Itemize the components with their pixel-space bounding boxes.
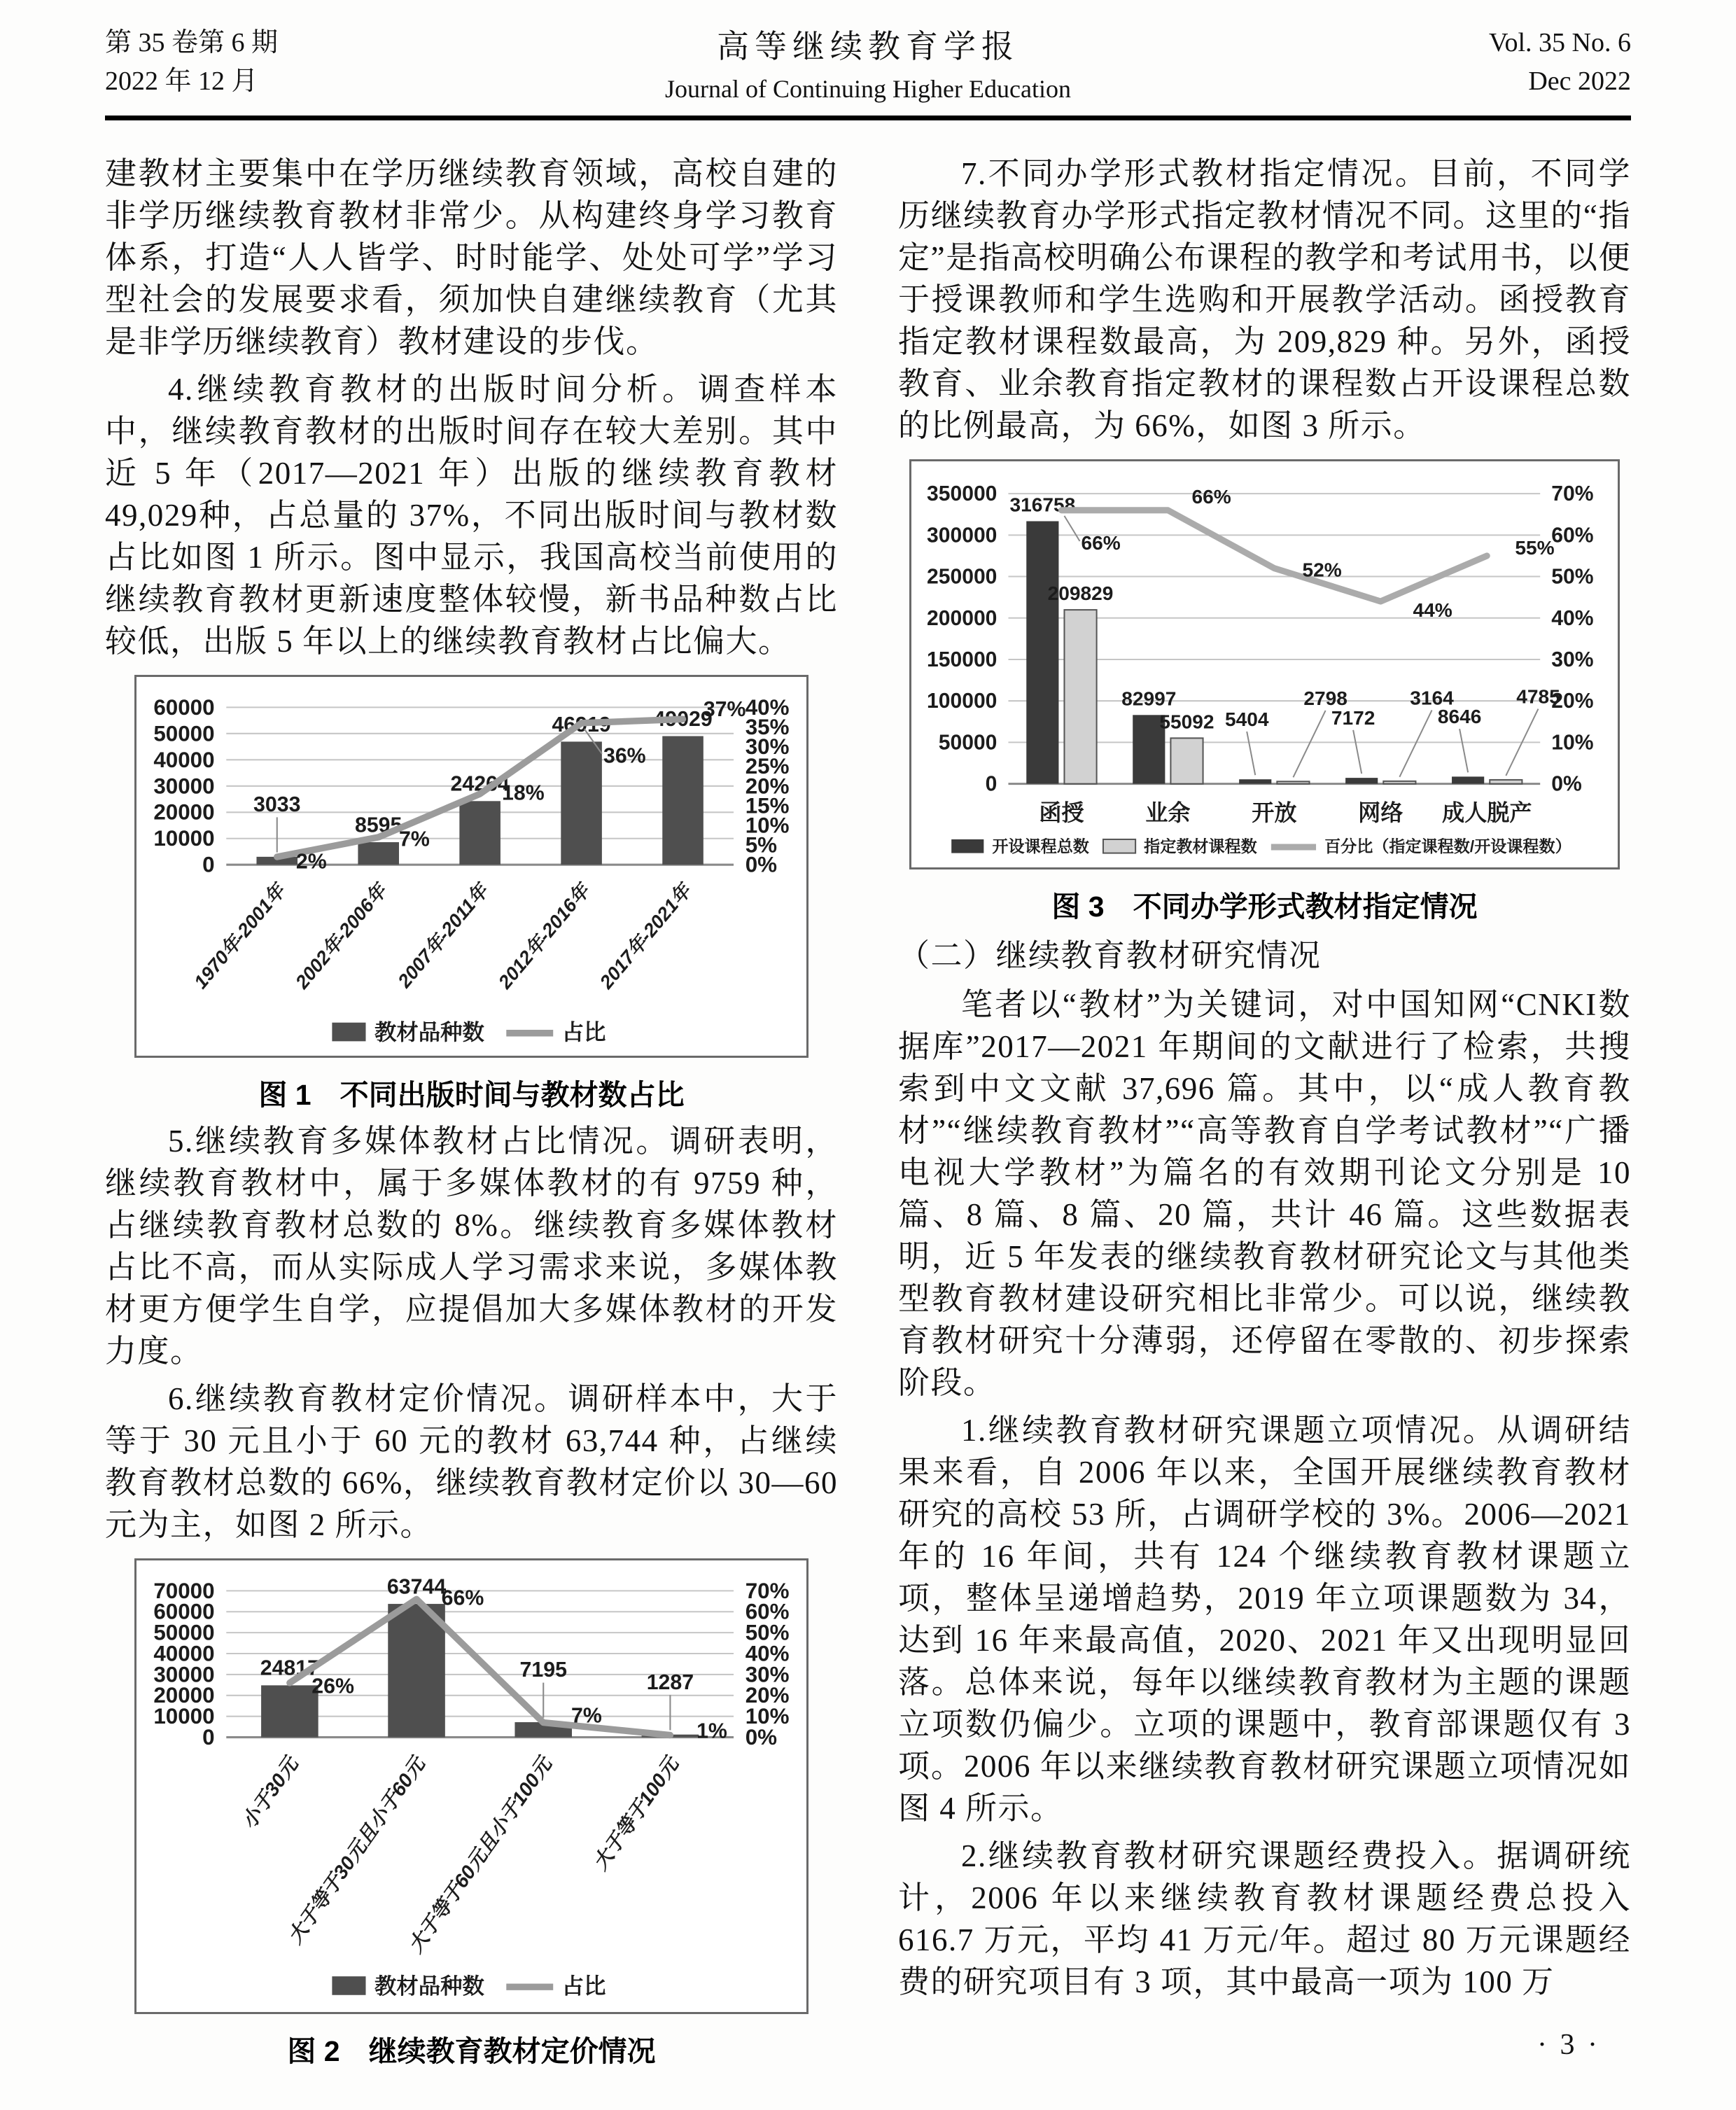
figure-1-chart: [134, 675, 808, 1058]
svg-text:40%: 40%: [745, 694, 790, 720]
svg-text:30%: 30%: [1550, 648, 1594, 671]
svg-text:70000: 70000: [153, 1578, 215, 1603]
svg-text:50%: 50%: [745, 1620, 790, 1645]
volume-issue-cn: 第 35 卷第 6 期: [105, 28, 279, 57]
svg-text:40%: 40%: [1550, 606, 1594, 630]
svg-text:20000: 20000: [153, 1683, 215, 1708]
svg-text:7%: 7%: [398, 827, 430, 851]
svg-text:300000: 300000: [926, 524, 997, 547]
svg-text:250000: 250000: [926, 565, 997, 589]
svg-text:占比: 占比: [561, 1020, 606, 1045]
svg-text:8646: 8646: [1437, 705, 1482, 727]
date-cn: 2022 年 12 月: [105, 67, 258, 97]
svg-text:百分比（指定课程数/开设课程数）: 百分比（指定课程数/开设课程数）: [1324, 837, 1572, 855]
svg-text:209829: 209829: [1047, 582, 1114, 604]
svg-text:30000: 30000: [153, 1662, 215, 1687]
figure-2-chart: [134, 1558, 808, 2014]
figure-2: [134, 1558, 808, 2069]
svg-text:30%: 30%: [745, 734, 790, 759]
svg-text:66%: 66%: [1191, 485, 1231, 508]
svg-text:50000: 50000: [153, 1620, 215, 1645]
paragraph-research-projects: 1.继续教育教材研究课题立项情况。从调研结果来看，自 2006 年以来，全国开展继续教育教材研究的高校 53 所，占调研学校的 3%。2006—2021 年的 16 年间，共有 124 个继续教育教材课题立项，整体呈递增趋势，2019 年立项课题数为 34，达到 16 年来最高值，2020、2021 年又出现明显回落。总体来说，每年以继续教育教材为主题的课题立项数仍偏少。立项的课题中，教育部课题仅有 3 项。2006 年以来继续教育教材研究课题立项情况如图 4 所示。: [898, 1412, 1631, 1826]
paragraph-intro-continuation: 建教材主要集中在学历继续教育领域，高校自建的非学历继续教育教材非常少。从构建终身学习教育体系，打造“人人皆学、时时能学、处处可学”学习型社会的发展要求看，须加快自建继续教育（尤其是非学历继续教育）教材建设的步伐。: [105, 155, 838, 359]
figure-1: [134, 675, 808, 1113]
svg-text:成人脱产: 成人脱产: [1441, 799, 1532, 825]
svg-text:46919: 46919: [552, 713, 611, 736]
svg-text:60000: 60000: [153, 694, 215, 720]
svg-text:82997: 82997: [1121, 687, 1177, 710]
svg-text:316758: 316758: [1009, 494, 1075, 516]
svg-text:大于等于30元且小于60元: 大于等于30元且小于60元: [283, 1753, 429, 1948]
paragraph-cnki-search: 笔者以“教材”为关键词，对中国知网“CNKI数据库”2017—2021 年期间的文献进行了检索，共搜索到中文文献 37,696 篇。其中，以“成人教育教材”“继续教育教材”“高等教育自学考试教材”“广播电视大学教材”为篇名的有效期刊论文分别是 10 篇、8 篇、8 篇、20 篇，共计 46 篇。这些数据表明，近 5 年发表的继续教育教材研究论文与其他类型教育教材建设研究相比非常少。可以说，继续教育教材研究十分薄弱，还停留在零散的、初步探索阶段。: [898, 986, 1631, 1400]
svg-text:10%: 10%: [745, 1703, 790, 1728]
svg-text:20%: 20%: [745, 774, 790, 799]
svg-text:66%: 66%: [1081, 531, 1121, 554]
svg-text:37%: 37%: [703, 697, 746, 721]
svg-text:7172: 7172: [1331, 706, 1376, 729]
svg-text:18%: 18%: [501, 781, 545, 805]
svg-text:0%: 0%: [1550, 772, 1582, 796]
paragraph-6-pricing: 6.继续教育教材定价情况。调研样本中，大于等于 30 元且小于 60 元的教材 63,744 种，占继续教育教材总数的 66%，继续教育教材定价以 30—60 元为主，如图 2 所示。: [105, 1381, 838, 1542]
paragraph-7-designated-textbooks: 7.不同办学形式教材指定情况。目前，不同学历继续教育办学形式指定教材情况不同。这里的“指定”是指高校明确公布课程的教学和考试用书，以便于授课教师和学生选购和开展教学活动。函授教育指定教材课程数最高，为 209,829 种。另外，函授教育、业余教育指定教材的课程数占开设课程总数的比例最高，为 66%，如图 3 所示。: [898, 155, 1631, 443]
svg-text:60%: 60%: [745, 1599, 790, 1624]
date-en: Dec 2022: [1528, 67, 1631, 97]
svg-text:55092: 55092: [1159, 711, 1214, 733]
svg-text:小于30元: 小于30元: [237, 1753, 302, 1833]
header-rule: [105, 116, 1631, 120]
svg-text:50000: 50000: [938, 731, 997, 755]
paragraph-research-funding: 2.继续教育教材研究课题经费投入。据调研统计，2006 年以来继续教育教材课题经费总投入 616.7 万元，平均 41 万元/年。超过 80 万元课题经费的研究项目有 3 项，其中最高一项为 100 万: [898, 1838, 1631, 1999]
svg-text:200000: 200000: [926, 606, 997, 630]
svg-text:1%: 1%: [696, 1719, 727, 1743]
svg-text:10%: 10%: [1550, 731, 1594, 755]
figure-3-chart: [909, 459, 1620, 869]
figure-3: [909, 459, 1620, 925]
svg-text:15%: 15%: [745, 793, 790, 818]
svg-text:8595: 8595: [354, 813, 402, 837]
svg-text:2017年-2021年: 2017年-2021年: [595, 879, 695, 993]
svg-text:66%: 66%: [441, 1586, 484, 1610]
svg-text:1970年-2001年: 1970年-2001年: [189, 879, 289, 993]
svg-text:70%: 70%: [1550, 482, 1594, 506]
left-column: [105, 153, 838, 2076]
svg-text:0: 0: [202, 852, 215, 877]
svg-text:开设课程总数: 开设课程总数: [992, 837, 1089, 855]
svg-text:指定教材课程数: 指定教材课程数: [1143, 837, 1257, 855]
journal-title-cn: 高等继续教育学报: [717, 29, 1019, 64]
svg-text:20%: 20%: [745, 1683, 790, 1708]
figure-3-caption: 图 3 不同办学形式教材指定情况: [1051, 890, 1478, 923]
chart-fig2-svg: [142, 1569, 801, 2008]
svg-text:10000: 10000: [153, 826, 215, 851]
header-volume-issue-en: [1337, 24, 1631, 101]
svg-text:2%: 2%: [295, 850, 327, 874]
header-volume-issue-cn: [105, 24, 399, 101]
svg-text:开放: 开放: [1251, 799, 1297, 825]
svg-text:40000: 40000: [153, 1641, 215, 1666]
svg-text:30000: 30000: [153, 774, 215, 799]
chart-fig1-svg: [142, 685, 801, 1051]
svg-text:350000: 350000: [926, 482, 997, 506]
svg-text:63744: 63744: [386, 1575, 447, 1599]
page-number: · 3 ·: [1537, 2028, 1600, 2061]
svg-text:0: 0: [985, 772, 997, 796]
svg-text:52%: 52%: [1302, 559, 1342, 581]
svg-text:10000: 10000: [153, 1703, 215, 1728]
paragraph-5-multimedia: 5.继续教育多媒体教材占比情况。调研表明，继续教育教材中，属于多媒体教材的有 9759 种，占继续教育教材总数的 8%。继续教育多媒体教材占比不高，而从实际成人学习需求来说，多媒体教材更方便学生自学，应提倡加大多媒体教材的开发力度。: [105, 1123, 838, 1369]
paragraph-4-publish-time: 4.继续教育教材的出版时间分析。调查样本中，继续教育教材的出版时间存在较大差别。其中近 5 年（2017—2021 年）出版的继续教育教材49,029种，占总量的 37%，不同出版时间与教材数占比如图 1 所示。图中显示，我国高校当前使用的继续教育教材更新速度整体较慢，新书品种数占比较低，出版 5 年以上的继续教育教材占比偏大。: [105, 371, 838, 659]
svg-text:26%: 26%: [312, 1675, 354, 1698]
svg-text:100000: 100000: [926, 690, 997, 713]
two-column-body: [105, 153, 1631, 2076]
svg-text:教材品种数: 教材品种数: [374, 1020, 484, 1045]
svg-text:3164: 3164: [1409, 687, 1454, 709]
svg-text:2002年-2006年: 2002年-2006年: [290, 879, 391, 993]
svg-text:10%: 10%: [745, 813, 790, 838]
journal-title-en: Journal of Continuing Higher Education: [665, 74, 1071, 103]
svg-text:25%: 25%: [745, 754, 790, 779]
svg-text:150000: 150000: [926, 648, 997, 671]
figure-2-caption: 图 2 继续教育教材定价情况: [287, 2035, 656, 2068]
figure-1-caption: 图 1 不同出版时间与教材数占比: [258, 1078, 685, 1111]
svg-text:35%: 35%: [745, 714, 790, 739]
svg-text:7%: 7%: [570, 1704, 602, 1728]
svg-text:占比: 占比: [561, 1973, 606, 1999]
svg-text:教材品种数: 教材品种数: [374, 1973, 484, 1999]
svg-text:55%: 55%: [1515, 536, 1555, 559]
svg-text:60000: 60000: [153, 1599, 215, 1624]
chart-fig3-svg: [917, 470, 1613, 863]
right-column: [898, 153, 1631, 2076]
svg-text:49029: 49029: [653, 707, 713, 731]
svg-text:大于等于100元: 大于等于100元: [588, 1753, 682, 1874]
svg-text:7195: 7195: [519, 1658, 567, 1682]
svg-text:5404: 5404: [1224, 708, 1269, 730]
svg-text:2012年-2016年: 2012年-2016年: [493, 879, 594, 993]
svg-text:大于等于60元且小于100元: 大于等于60元且小于100元: [403, 1753, 556, 1957]
page-header: [105, 24, 1631, 107]
svg-text:36%: 36%: [603, 744, 646, 768]
svg-text:2007年-2011年: 2007年-2011年: [393, 879, 492, 992]
svg-text:40%: 40%: [745, 1641, 790, 1666]
svg-text:3033: 3033: [253, 792, 301, 816]
svg-text:网络: 网络: [1357, 799, 1404, 825]
svg-text:24817: 24817: [260, 1656, 319, 1680]
header-journal-title: [399, 24, 1337, 107]
svg-text:5%: 5%: [745, 832, 777, 858]
svg-text:0%: 0%: [745, 1724, 777, 1749]
svg-text:20%: 20%: [1550, 690, 1594, 713]
svg-text:1287: 1287: [646, 1670, 694, 1694]
svg-text:44%: 44%: [1413, 599, 1452, 622]
volume-issue-en: Vol. 35 No. 6: [1488, 28, 1631, 57]
svg-text:函授: 函授: [1039, 799, 1084, 825]
svg-text:30%: 30%: [745, 1662, 790, 1687]
svg-text:70%: 70%: [745, 1578, 790, 1603]
svg-text:60%: 60%: [1550, 524, 1594, 547]
svg-text:业余: 业余: [1144, 799, 1191, 825]
section-2-title: （二）继续教育教材研究情况: [898, 937, 1322, 973]
svg-text:0%: 0%: [745, 852, 777, 877]
svg-text:40000: 40000: [153, 747, 215, 772]
svg-text:24264: 24264: [450, 772, 510, 796]
svg-text:4785: 4785: [1516, 685, 1560, 708]
svg-text:50%: 50%: [1550, 565, 1594, 589]
svg-text:50000: 50000: [153, 721, 215, 746]
svg-text:2798: 2798: [1303, 687, 1348, 709]
svg-text:0: 0: [202, 1724, 215, 1749]
svg-text:20000: 20000: [153, 799, 215, 825]
